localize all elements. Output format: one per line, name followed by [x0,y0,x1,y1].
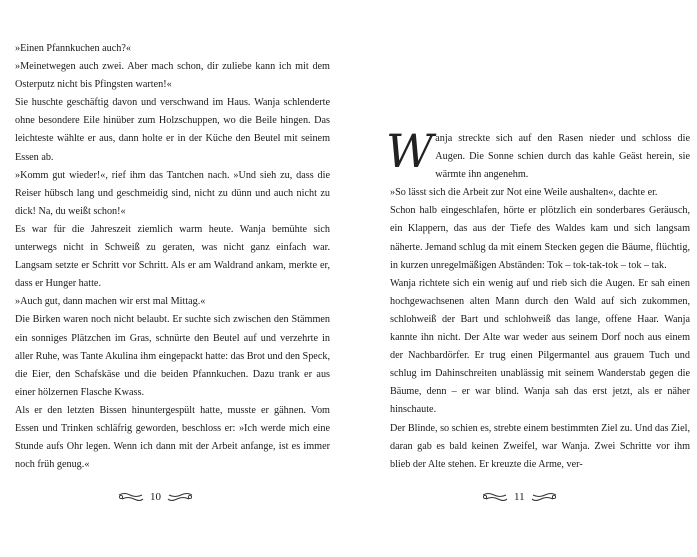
first-paragraph-text: anja streckte sich auf den Rasen nieder und schloss die Augen. Die Sonne schien durch das kahle Geäst herein, sie wärmte ihn angenehm. [435,133,690,181]
scroll-ornament-icon [118,491,144,503]
paragraph: Es war für die Jahreszeit ziemlich warm heute. Wanja bemühte sich unterwegs nicht in Schweiß zu geraten, was nicht ganz einfach war. Langsam setzte er Schritt vor Schritt. Als er am Waldrand ankam, merkte er, dass er Hunger hatte. [15,223,330,290]
paragraph: »Einen Pfannkuchen auch?« [15,43,131,54]
page-number-right [482,491,557,503]
scroll-ornament-icon [482,491,508,503]
scroll-ornament-icon [167,491,193,503]
paragraph: Wanja richtete sich ein wenig auf und rieb sich die Augen. Er sah einen hochgewachsenen alten Mann durch den Wald auf sich zukommen, schlohweiß der Bart und schlohweiß das lange, offene Haar. Wanja kannte ihn nicht. Der Alte war weder aus seinem Dorf noch aus einem der Nachbardörfer. Er trug einen Pilgermantel aus grauem Tuch und schlug im Dahinschreiten unablässig mit seinem Wanderstab gegen die Bäume, denn – er war blind. Wanja sah das erst jetzt, als er näher hinschaute. [390,277,690,416]
paragraph: Als er den letzten Bissen hinuntergespült hatte, musste er gähnen. Vom Essen und Trinken schläfrig geworden, beschloss er: »Ich werde mich eine Stunde aufs Ohr legen. Wenn ich dann mit der Arbeit anfange, ist es immer noch früh genug.« [15,404,330,471]
paragraph: Sie huschte geschäftig davon und verschwand im Haus. Wanja schlenderte ohne besondere Eile hinüber zum Holzschuppen, wo die Beile hingen. Das leichteste wählte er aus, dann holte er in der Küche den Beutel mit seinem Essen ab. [15,97,330,163]
paragraph: »Komm gut wieder!«, rief ihm das Tantchen nach. »Und sieh zu, dass die Reiser hübsch lang und geschmeidig sind, nicht zu dünn und auch nicht zu dick! Na, du weißt schon!« [15,169,330,217]
drop-cap: W [386,124,434,178]
paragraph: »So lässt sich die Arbeit zur Not eine Weile aushalten«, dachte er. [390,187,658,199]
paragraph: Die Birken waren noch nicht belaubt. Er suchte sich zwischen den Stämmen ein sonniges Plätzchen im Gras, schnürte den Beutel auf und verzehrte in aller Ruhe, was Tante Akulina ihm eingepackt hatte: das Brot und den Speck, die Eier, den Schafskäse und die beiden Pfannkuchen. Dazu trank er aus einer hölzernen Flasche Kwass. [15,314,330,398]
page-number-left [118,491,193,503]
paragraph: »Meinetwegen auch zwei. Aber mach schon, dir zuliebe kann ich mit dem Osterputz nicht bis Pfingsten warten!« [15,61,330,91]
paragraph: Der Blinde, so schien es, strebte einem bestimmten Ziel zu. Und das Ziel, daran gab es bald keinen Zweifel, war Wanja. Zwei Schritte vor ihm blieb der Alte stehen. Er kreuzte die Arme, ver- [390,422,690,470]
paragraph: Schon halb eingeschlafen, hörte er plötzlich ein sonderbares Geräusch, ein Klappern, das aus der Tiefe des Waldes kam und sich langsam näherte. Jemand schlug da mit einem Stecken gegen die Bäume, flüchtig, in kurzen unregelmäßigen Abständen: Tok – tok-tak-tok – tok – tak. [390,205,690,271]
first-paragraph [386,124,690,184]
page-number: 11 [514,491,525,503]
right-page [352,0,697,557]
page-number: 10 [150,491,161,503]
paragraph: »Auch gut, dann machen wir erst mal Mittag.« [15,296,206,308]
right-text-column [386,124,690,474]
left-text-column [15,40,330,474]
scroll-ornament-icon [531,491,557,503]
left-page [0,0,340,557]
